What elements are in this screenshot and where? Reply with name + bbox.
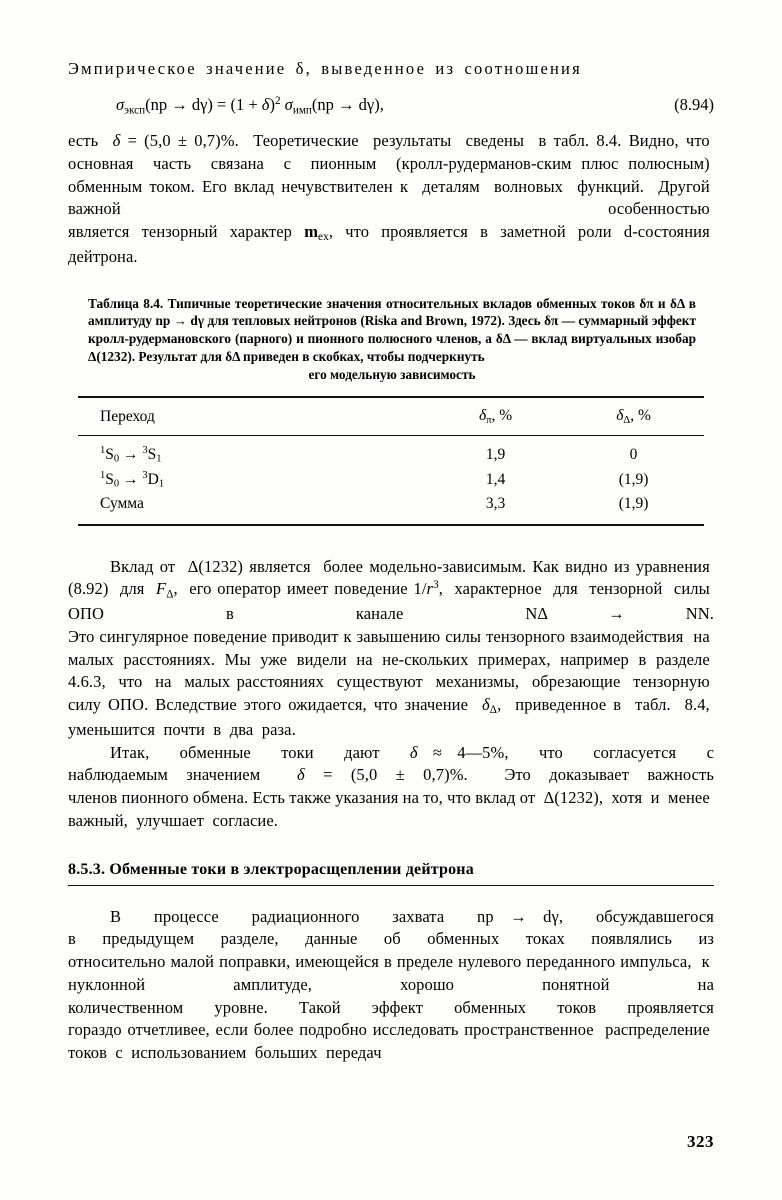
- page-content: [68, 58, 714, 1065]
- intro-line: Эмпирическое значение δ, выведенное из соотношения: [68, 59, 582, 78]
- cell-transition: $^1S_0 \to ^3D_1$: [100, 469, 165, 490]
- page-number: 323: [687, 1132, 714, 1151]
- equation-8-94: [68, 95, 714, 116]
- cell-delta: (1,9): [618, 494, 649, 512]
- equation-number: (8.94): [674, 94, 714, 114]
- cell-delta: 0: [629, 445, 638, 463]
- paragraph-conclusion: Итак, обменные токи дают δ ≈ 4—5%, что согласуется с наблюдаемым значением δ = (5,0 ± 0,7)%. Это доказывает важность членов пионного обмена. Есть также указания на то, что вклад от Δ(1232), хотя и менее важный, улучшает согласие.: [68, 742, 714, 830]
- table-8-4: [78, 295, 704, 526]
- section-number: 8.5.3.: [68, 860, 106, 878]
- table-data: [78, 396, 704, 525]
- cell-pion: 3,3: [485, 494, 506, 512]
- table-caption: [78, 295, 704, 385]
- column-header-delta: $\delta_\Delta$, %: [616, 407, 651, 427]
- table-caption-text: Типичные теоретические значения относительных вкладов обменных токов δπ и δΔ в амплитуду np → dγ для тепловых нейтронов (Riska and Brown, 1972). Здесь δπ — суммарный эффект кролл-рудермановского (парного) и пионного полюсного членов, а δΔ — вклад виртуальных изобар Δ(1232). Результат для δΔ приведен в скобках, чтобы подчеркнуть: [88, 295, 696, 365]
- cell-pion: 1,4: [485, 470, 506, 488]
- table-row: [78, 492, 704, 525]
- equation-body: $\sigma_{эксп}(np \to d\gamma) = (1 + \delta)^2$ $\sigma_{имп}(np \to d\gamma)$,: [116, 94, 384, 117]
- cell-delta: (1,9): [618, 470, 649, 488]
- table-caption-number: Таблица 8.4.: [88, 295, 164, 311]
- paragraph-after-equation: есть δ = (5,0 ± 0,7)%. Теоретические результаты сведены в табл. 8.4. Видно, что основная часть связана с пионным (кролл-рудерманов-ским плюс полюсным) обменным током. Его вклад нечувствителен к деталям волновых функций. Другой важной особенностью является тензорный характер $m_{ex}$, что проявляется в заметной роли d-состояния дейтрона.: [68, 131, 714, 266]
- section-heading: [68, 861, 714, 886]
- cell-transition: Сумма: [100, 494, 144, 512]
- column-header-pion: $\delta_\pi$, %: [478, 407, 513, 427]
- paragraph-delta-contribution: Вклад от Δ(1232) является более модельно-зависимым. Как видно из уравнения (8.92) для $F_\Delta$, его оператор имеет поведение $1/r^3$, характерное для тензорной силы ОПО в канале NΔ → NN. Это сингулярное поведение приводит к завышению силы тензорного взаимодействия на малых расстояниях. Мы уже видели на не-скольких примерах, например в разделе 4.6.3, что на малых расстояниях существуют механизмы, обрезающие тензорную силу ОПО. Вследствие этого ожидается, что значение $\delta_\Delta$, приведенное в табл. 8.4, уменьшится почти в два раза.: [68, 556, 715, 739]
- table-caption-last-line: его модельную зависимость: [308, 367, 476, 383]
- table-row: [78, 436, 704, 467]
- cell-transition: $^1S_0 \to ^3S_1$: [100, 445, 162, 465]
- paragraph-section-body: В процессе радиационного захвата np → dγ, обсуждавшегося в предыдущем разделе, данные об обменных токах появлялись из относительно малой поправки, имеющейся в пределе нулевого переданного импульса, к нуклонной амплитуде, хорошо понятной на количественном уровне. Такой эффект обменных токов проявляется гораздо отчетливее, если более подробно исследовать пространственное распределение токов с использованием больших передач: [68, 906, 714, 1063]
- table-row: [78, 467, 704, 492]
- section-title: Обменные токи в электрорасщеплении дейтрона: [109, 860, 474, 878]
- cell-pion: 1,9: [485, 445, 506, 463]
- table-header-row: [78, 398, 704, 435]
- column-header-transition: Переход: [100, 407, 155, 425]
